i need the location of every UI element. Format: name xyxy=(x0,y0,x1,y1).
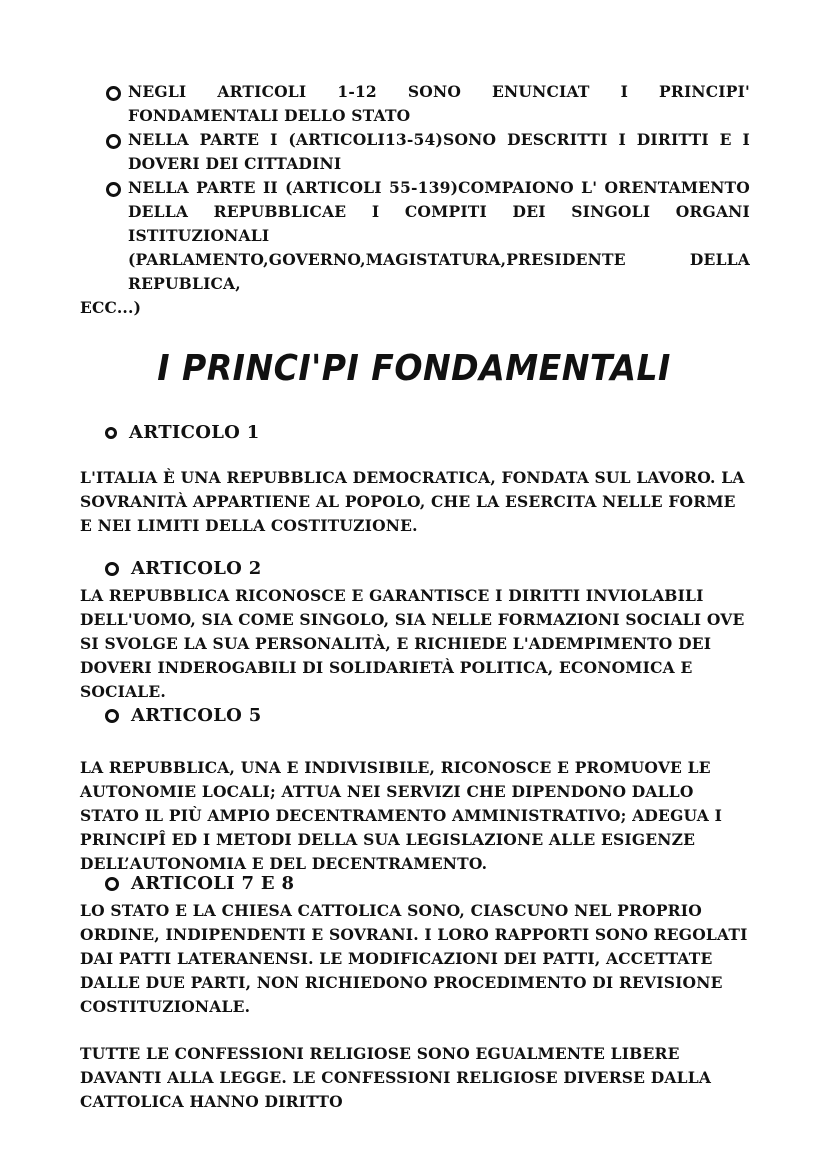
article-text: L'ITALIA È UNA REPUBBLICA DEMOCRATICA, FONDATA SUL LAVORO. LA SOVRANITÀ APPARTIENE AL POPOLO, CHE LA ESERCITA NELLE FORME E NEI LIMITI DELLA COSTITUZIONE. xyxy=(80,468,745,535)
intro-list xyxy=(80,80,750,320)
circle-bullet-icon xyxy=(105,427,117,439)
article-heading-text: ARTICOLO 5 xyxy=(131,705,262,726)
circle-bullet-icon xyxy=(105,877,119,891)
list-item-text: NELLA PARTE I (ARTICOLI13-54)SONO DESCRITTI I DIRITTI E I DOVERI DEI CITTADINI xyxy=(128,130,750,173)
article-text: LO STATO E LA CHIESA CATTOLICA SONO, CIASCUNO NEL PROPRIO ORDINE, INDIPENDENTI E SOVRANI. I LORO RAPPORTI SONO REGOLATI DAI PATTI LATERANENSI. LE MODIFICAZIONI DEI PATTI, ACCETTATE DALLE DUE PARTI, NON RICHIEDONO PROCEDIMENTO DI REVISIONE COSTITUZIONALE. xyxy=(80,901,748,1016)
circle-bullet-icon xyxy=(105,562,119,576)
circle-bullet-icon xyxy=(106,86,121,101)
circle-bullet-icon xyxy=(105,709,119,723)
list-item xyxy=(80,176,750,320)
article-heading-text: ARTICOLO 1 xyxy=(129,422,260,443)
article-heading xyxy=(105,873,294,894)
article-text: LA REPUBBLICA, UNA E INDIVISIBILE, RICONOSCE E PROMUOVE LE AUTONOMIE LOCALI; ATTUA NEI SERVIZI CHE DIPENDONO DALLO STATO IL PIÙ AMPIO DECENTRAMENTO AMMINISTRATIVO; ADEGUA I PRINCIPÎ ED I METODI DELLA SUA LEGISLAZIONE ALLE ESIGENZE DELL’AUTONOMIA E DEL DECENTRAMENTO. xyxy=(80,758,723,873)
article-heading-text: ARTICOLI 7 E 8 xyxy=(131,873,295,894)
article-text-continued: TUTTE LE CONFESSIONI RELIGIOSE SONO EGUALMENTE LIBERE DAVANTI ALLA LEGGE. LE CONFESSIONI RELIGIOSE DIVERSE DALLA CATTOLICA HANNO DIRITTO xyxy=(80,1044,712,1111)
list-item xyxy=(80,128,750,176)
circle-bullet-icon xyxy=(106,182,121,197)
circle-bullet-icon xyxy=(106,134,121,149)
list-item-text: NELLA PARTE II (ARTICOLI 55-139)COMPAIONO L' ORENTAMENTO DELLA REPUBBLICAE I COMPITI DEI SINGOLI ORGANI ISTITUZIONALI (PARLAMENTO,GOVERNO,MAGISTATURA,PRESIDENTE DELLA REPUBLICA, xyxy=(128,178,750,293)
article-heading xyxy=(105,422,260,443)
article-text: LA REPUBBLICA RICONOSCE E GARANTISCE I DIRITTI INVIOLABILI DELL'UOMO, SIA COME SINGOLO, SIA NELLE FORMAZIONI SOCIALI OVE SI SVOLGE LA SUA PERSONALITÀ, E RICHIEDE L'ADEMPIMENTO DEI DOVERI INDEROGABILI DI SOLIDARIETÀ POLITICA, ECONOMICA E SOCIALE. xyxy=(80,586,745,701)
page-title: I PRINCI'PI FONDAMENTALI xyxy=(157,348,671,389)
list-item xyxy=(80,80,750,128)
list-item-tail: ECC...) xyxy=(80,298,142,317)
article-heading xyxy=(105,558,262,579)
list-item-text: NEGLI ARTICOLI 1-12 SONO ENUNCIAT I PRINCIPI' FONDAMENTALI DELLO STATO xyxy=(128,82,750,125)
article-heading-text: ARTICOLO 2 xyxy=(131,558,262,579)
article-heading xyxy=(105,705,262,726)
